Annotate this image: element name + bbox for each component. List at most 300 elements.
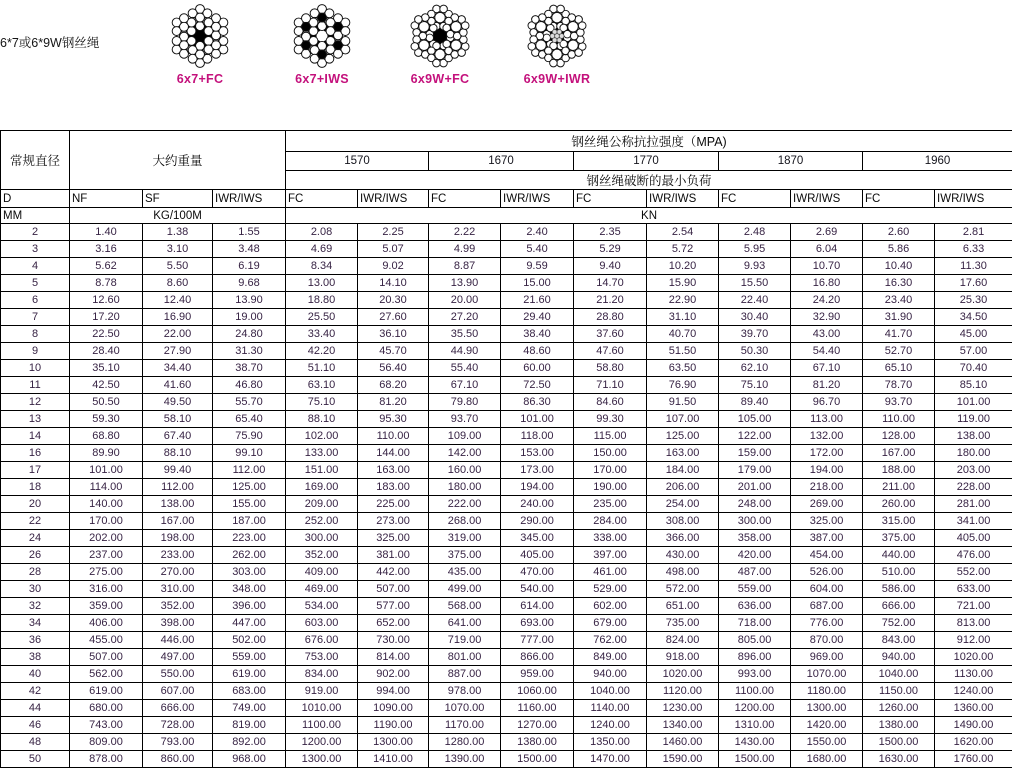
load-value-cell: 68.80: [70, 428, 143, 445]
load-value-cell: 1760.00: [935, 751, 1012, 768]
load-value-cell: 762.00: [574, 632, 647, 649]
load-value-cell: 1190.00: [358, 717, 429, 734]
table-row: [1, 496, 1012, 513]
load-value-cell: 430.00: [647, 547, 719, 564]
load-value-cell: 235.00: [574, 496, 647, 513]
load-value-cell: 303.00: [213, 564, 286, 581]
load-value-cell: 498.00: [647, 564, 719, 581]
grade-1870: 1870: [719, 152, 863, 171]
load-value-cell: 912.00: [935, 632, 1012, 649]
load-value-cell: 529.00: [574, 581, 647, 598]
load-value-cell: 1100.00: [719, 683, 791, 700]
load-value-cell: 118.00: [501, 428, 574, 445]
col-header-iwr-iws: IWR/IWS: [935, 190, 1012, 208]
load-value-cell: 275.00: [70, 564, 143, 581]
load-value-cell: 1490.00: [935, 717, 1012, 734]
load-value-cell: 1070.00: [791, 666, 863, 683]
load-value-cell: 5.07: [358, 241, 429, 258]
load-value-cell: 1620.00: [935, 734, 1012, 751]
load-value-cell: 70.40: [935, 360, 1012, 377]
load-value-cell: 1360.00: [935, 700, 1012, 717]
load-value-cell: 91.50: [647, 394, 719, 411]
diameter-cell: 11: [1, 377, 70, 394]
load-value-cell: 170.00: [70, 513, 143, 530]
load-value-cell: 375.00: [429, 547, 501, 564]
load-value-cell: 101.00: [501, 411, 574, 428]
load-value-cell: 1240.00: [935, 683, 1012, 700]
load-value-cell: 718.00: [719, 615, 791, 632]
load-value-cell: 107.00: [647, 411, 719, 428]
load-value-cell: 5.62: [70, 258, 143, 275]
load-value-cell: 23.40: [863, 292, 935, 309]
load-value-cell: 48.60: [501, 343, 574, 360]
table-row: [1, 615, 1012, 632]
load-value-cell: 163.00: [647, 445, 719, 462]
load-value-cell: 228.00: [935, 479, 1012, 496]
table-row: [1, 581, 1012, 598]
load-value-cell: 2.48: [719, 224, 791, 241]
load-value-cell: 507.00: [358, 581, 429, 598]
load-value-cell: 269.00: [791, 496, 863, 513]
load-value-cell: 1200.00: [286, 734, 358, 751]
load-value-cell: 735.00: [647, 615, 719, 632]
table-body: [1, 224, 1012, 768]
load-value-cell: 455.00: [70, 632, 143, 649]
table-row: [1, 394, 1012, 411]
load-value-cell: 1260.00: [863, 700, 935, 717]
load-value-cell: 387.00: [791, 530, 863, 547]
load-value-cell: 102.00: [286, 428, 358, 445]
load-value-cell: 194.00: [501, 479, 574, 496]
load-value-cell: 607.00: [143, 683, 213, 700]
load-value-cell: 5.40: [501, 241, 574, 258]
load-value-cell: 112.00: [213, 462, 286, 479]
load-value-cell: 14.10: [358, 275, 429, 292]
rope-diagram-6x7-fc: [140, 4, 260, 86]
rope-cross-section-icon: [290, 4, 354, 68]
load-value-cell: 409.00: [286, 564, 358, 581]
load-value-cell: 487.00: [719, 564, 791, 581]
load-value-cell: 15.50: [719, 275, 791, 292]
load-value-cell: 50.50: [70, 394, 143, 411]
load-value-cell: 32.90: [791, 309, 863, 326]
load-value-cell: 1150.00: [863, 683, 935, 700]
header-row-units: [1, 208, 1012, 224]
col-header-iwr-iws: IWR/IWS: [213, 190, 286, 208]
load-value-cell: 338.00: [574, 530, 647, 547]
load-value-cell: 849.00: [574, 649, 647, 666]
load-value-cell: 99.40: [143, 462, 213, 479]
load-value-cell: 209.00: [286, 496, 358, 513]
load-value-cell: 1430.00: [719, 734, 791, 751]
load-value-cell: 918.00: [647, 649, 719, 666]
table-row: [1, 241, 1012, 258]
load-value-cell: 31.10: [647, 309, 719, 326]
col-header-iwr-iws: IWR/IWS: [647, 190, 719, 208]
load-value-cell: 39.70: [719, 326, 791, 343]
diameter-cell: 40: [1, 666, 70, 683]
load-value-cell: 1500.00: [501, 751, 574, 768]
load-value-cell: 6.33: [935, 241, 1012, 258]
load-value-cell: 17.60: [935, 275, 1012, 292]
load-value-cell: 577.00: [358, 598, 429, 615]
diameter-cell: 8: [1, 326, 70, 343]
load-value-cell: 55.40: [429, 360, 501, 377]
load-value-cell: 6.04: [791, 241, 863, 258]
load-value-cell: 687.00: [791, 598, 863, 615]
table-row: [1, 717, 1012, 734]
load-value-cell: 65.40: [213, 411, 286, 428]
load-value-cell: 9.40: [574, 258, 647, 275]
load-value-cell: 142.00: [429, 445, 501, 462]
load-value-cell: 1420.00: [791, 717, 863, 734]
load-value-cell: 95.30: [358, 411, 429, 428]
col-header-iwr-iws: IWR/IWS: [501, 190, 574, 208]
table-row: [1, 445, 1012, 462]
load-value-cell: 115.00: [574, 428, 647, 445]
diameter-cell: 30: [1, 581, 70, 598]
load-value-cell: 2.25: [358, 224, 429, 241]
load-value-cell: 341.00: [935, 513, 1012, 530]
load-value-cell: 352.00: [143, 598, 213, 615]
load-value-cell: 49.50: [143, 394, 213, 411]
load-value-cell: 572.00: [647, 581, 719, 598]
load-value-cell: 1500.00: [719, 751, 791, 768]
load-value-cell: 1010.00: [286, 700, 358, 717]
load-value-cell: 652.00: [358, 615, 429, 632]
diameter-cell: 50: [1, 751, 70, 768]
load-value-cell: 13.90: [429, 275, 501, 292]
intro-section: [0, 0, 1012, 130]
load-value-cell: 89.90: [70, 445, 143, 462]
load-value-cell: 1040.00: [863, 666, 935, 683]
table-row: [1, 547, 1012, 564]
load-value-cell: 406.00: [70, 615, 143, 632]
load-value-cell: 5.95: [719, 241, 791, 258]
load-value-cell: 721.00: [935, 598, 1012, 615]
rope-label: 6x7+FC: [176, 72, 224, 86]
load-value-cell: 666.00: [863, 598, 935, 615]
load-value-cell: 435.00: [429, 564, 501, 581]
rope-diagram-6x7-iws: [262, 4, 382, 86]
load-value-cell: 352.00: [286, 547, 358, 564]
load-value-cell: 138.00: [143, 496, 213, 513]
load-value-cell: 84.60: [574, 394, 647, 411]
load-value-cell: 2.81: [935, 224, 1012, 241]
load-value-cell: 5.72: [647, 241, 719, 258]
load-value-cell: 218.00: [791, 479, 863, 496]
load-value-cell: 651.00: [647, 598, 719, 615]
load-value-cell: 125.00: [213, 479, 286, 496]
load-value-cell: 105.00: [719, 411, 791, 428]
diameter-cell: 44: [1, 700, 70, 717]
load-value-cell: 619.00: [213, 666, 286, 683]
load-value-cell: 568.00: [429, 598, 501, 615]
load-value-cell: 51.10: [286, 360, 358, 377]
load-value-cell: 30.40: [719, 309, 791, 326]
load-value-cell: 728.00: [143, 717, 213, 734]
load-value-cell: 22.40: [719, 292, 791, 309]
load-value-cell: 13.00: [286, 275, 358, 292]
col-header-fc: FC: [574, 190, 647, 208]
load-value-cell: 1410.00: [358, 751, 429, 768]
load-value-cell: 67.10: [429, 377, 501, 394]
load-value-cell: 1350.00: [574, 734, 647, 751]
load-value-cell: 290.00: [501, 513, 574, 530]
load-value-cell: 562.00: [70, 666, 143, 683]
load-value-cell: 2.60: [863, 224, 935, 241]
load-value-cell: 1300.00: [286, 751, 358, 768]
load-value-cell: 10.70: [791, 258, 863, 275]
load-value-cell: 633.00: [935, 581, 1012, 598]
load-value-cell: 93.70: [429, 411, 501, 428]
load-value-cell: 167.00: [863, 445, 935, 462]
diameter-cell: 36: [1, 632, 70, 649]
load-value-cell: 824.00: [647, 632, 719, 649]
load-value-cell: 86.30: [501, 394, 574, 411]
load-value-cell: 10.40: [863, 258, 935, 275]
load-value-cell: 22.00: [143, 326, 213, 343]
load-value-cell: 381.00: [358, 547, 429, 564]
load-value-cell: 57.00: [935, 343, 1012, 360]
load-value-cell: 144.00: [358, 445, 429, 462]
load-value-cell: 310.00: [143, 581, 213, 598]
load-value-cell: 813.00: [935, 615, 1012, 632]
load-value-cell: 262.00: [213, 547, 286, 564]
rope-label: 6x9W+FC: [410, 72, 470, 86]
diameter-cell: 13: [1, 411, 70, 428]
load-value-cell: 52.70: [863, 343, 935, 360]
load-value-cell: 679.00: [574, 615, 647, 632]
load-value-cell: 470.00: [501, 564, 574, 581]
load-value-cell: 29.40: [501, 309, 574, 326]
load-value-cell: 834.00: [286, 666, 358, 683]
load-value-cell: 28.40: [70, 343, 143, 360]
load-value-cell: 28.80: [574, 309, 647, 326]
weight-title: 大约重量: [70, 131, 286, 190]
load-value-cell: 110.00: [863, 411, 935, 428]
load-value-cell: 446.00: [143, 632, 213, 649]
load-value-cell: 15.90: [647, 275, 719, 292]
load-value-cell: 743.00: [70, 717, 143, 734]
load-value-cell: 602.00: [574, 598, 647, 615]
load-value-cell: 44.90: [429, 343, 501, 360]
load-value-cell: 223.00: [213, 530, 286, 547]
load-value-cell: 20.30: [358, 292, 429, 309]
load-value-cell: 375.00: [863, 530, 935, 547]
load-value-cell: 201.00: [719, 479, 791, 496]
load-value-cell: 31.30: [213, 343, 286, 360]
load-value-cell: 2.35: [574, 224, 647, 241]
load-value-cell: 1090.00: [358, 700, 429, 717]
load-value-cell: 366.00: [647, 530, 719, 547]
load-value-cell: 666.00: [143, 700, 213, 717]
table-row: [1, 530, 1012, 547]
unit-kn: KN: [286, 208, 1012, 224]
load-value-cell: 1.40: [70, 224, 143, 241]
load-value-cell: 50.30: [719, 343, 791, 360]
table-row: [1, 428, 1012, 445]
load-value-cell: 6.19: [213, 258, 286, 275]
col-header-iwr-iws: IWR/IWS: [791, 190, 863, 208]
load-value-cell: 776.00: [791, 615, 863, 632]
load-value-cell: 19.00: [213, 309, 286, 326]
table-row: [1, 343, 1012, 360]
breaking-title: 钢丝绳破断的最小负荷: [286, 171, 1012, 190]
load-value-cell: 2.08: [286, 224, 358, 241]
load-value-cell: 159.00: [719, 445, 791, 462]
load-value-cell: 81.20: [791, 377, 863, 394]
load-value-cell: 138.00: [935, 428, 1012, 445]
load-value-cell: 172.00: [791, 445, 863, 462]
load-value-cell: 133.00: [286, 445, 358, 462]
load-value-cell: 211.00: [863, 479, 935, 496]
load-value-cell: 22.90: [647, 292, 719, 309]
load-value-cell: 534.00: [286, 598, 358, 615]
load-value-cell: 9.02: [358, 258, 429, 275]
diameter-cell: 7: [1, 309, 70, 326]
load-value-cell: 1680.00: [791, 751, 863, 768]
table-row: [1, 360, 1012, 377]
table-row: [1, 666, 1012, 683]
load-value-cell: 801.00: [429, 649, 501, 666]
diameter-cell: 12: [1, 394, 70, 411]
load-value-cell: 559.00: [719, 581, 791, 598]
load-value-cell: 440.00: [863, 547, 935, 564]
col-header-fc: FC: [429, 190, 501, 208]
load-value-cell: 4.69: [286, 241, 358, 258]
load-value-cell: 887.00: [429, 666, 501, 683]
table-row: [1, 258, 1012, 275]
diameter-cell: 46: [1, 717, 70, 734]
load-value-cell: 315.00: [863, 513, 935, 530]
table-row: [1, 598, 1012, 615]
table-row: [1, 462, 1012, 479]
load-value-cell: 1310.00: [719, 717, 791, 734]
load-value-cell: 88.10: [286, 411, 358, 428]
load-value-cell: 119.00: [935, 411, 1012, 428]
diameter-cell: 4: [1, 258, 70, 275]
load-value-cell: 552.00: [935, 564, 1012, 581]
load-value-cell: 719.00: [429, 632, 501, 649]
load-value-cell: 59.30: [70, 411, 143, 428]
load-value-cell: 1200.00: [719, 700, 791, 717]
diameter-cell: 6: [1, 292, 70, 309]
load-value-cell: 58.80: [574, 360, 647, 377]
load-value-cell: 63.50: [647, 360, 719, 377]
load-value-cell: 993.00: [719, 666, 791, 683]
load-value-cell: 248.00: [719, 496, 791, 513]
load-value-cell: 36.10: [358, 326, 429, 343]
load-value-cell: 14.70: [574, 275, 647, 292]
load-value-cell: 67.40: [143, 428, 213, 445]
load-value-cell: 88.10: [143, 445, 213, 462]
load-value-cell: 8.87: [429, 258, 501, 275]
load-value-cell: 47.60: [574, 343, 647, 360]
load-value-cell: 27.60: [358, 309, 429, 326]
load-value-cell: 20.00: [429, 292, 501, 309]
load-value-cell: 461.00: [574, 564, 647, 581]
load-value-cell: 11.30: [935, 258, 1012, 275]
load-value-cell: 206.00: [647, 479, 719, 496]
load-value-cell: 752.00: [863, 615, 935, 632]
load-value-cell: 67.10: [791, 360, 863, 377]
load-value-cell: 16.80: [791, 275, 863, 292]
rope-diagram-6x9w-iwr: [497, 4, 617, 86]
load-value-cell: 27.90: [143, 343, 213, 360]
diameter-cell: 28: [1, 564, 70, 581]
load-value-cell: 693.00: [501, 615, 574, 632]
load-value-cell: 348.00: [213, 581, 286, 598]
load-value-cell: 18.80: [286, 292, 358, 309]
header-row-columns: [1, 190, 1012, 208]
load-value-cell: 150.00: [574, 445, 647, 462]
diameter-cell: 32: [1, 598, 70, 615]
load-value-cell: 33.40: [286, 326, 358, 343]
load-value-cell: 167.00: [143, 513, 213, 530]
col-header-iwr-iws: IWR/IWS: [358, 190, 429, 208]
table-row: [1, 700, 1012, 717]
load-value-cell: 969.00: [791, 649, 863, 666]
load-value-cell: 27.20: [429, 309, 501, 326]
load-value-cell: 190.00: [574, 479, 647, 496]
load-value-cell: 499.00: [429, 581, 501, 598]
load-value-cell: 819.00: [213, 717, 286, 734]
load-value-cell: 284.00: [574, 513, 647, 530]
load-value-cell: 749.00: [213, 700, 286, 717]
load-value-cell: 9.68: [213, 275, 286, 292]
load-value-cell: 31.90: [863, 309, 935, 326]
load-value-cell: 2.69: [791, 224, 863, 241]
load-value-cell: 3.16: [70, 241, 143, 258]
load-value-cell: 1340.00: [647, 717, 719, 734]
load-value-cell: 35.10: [70, 360, 143, 377]
grade-1960: 1960: [863, 152, 1012, 171]
diameter-cell: 17: [1, 462, 70, 479]
col-header-fc: FC: [286, 190, 358, 208]
diameter-cell: 5: [1, 275, 70, 292]
load-value-cell: 173.00: [501, 462, 574, 479]
load-value-cell: 300.00: [286, 530, 358, 547]
load-value-cell: 225.00: [358, 496, 429, 513]
load-value-cell: 21.60: [501, 292, 574, 309]
diameter-cell: 3: [1, 241, 70, 258]
load-value-cell: 41.60: [143, 377, 213, 394]
diameter-cell: 9: [1, 343, 70, 360]
load-value-cell: 5.29: [574, 241, 647, 258]
load-value-cell: 753.00: [286, 649, 358, 666]
load-value-cell: 37.60: [574, 326, 647, 343]
load-value-cell: 42.50: [70, 377, 143, 394]
load-value-cell: 3.48: [213, 241, 286, 258]
table-row: [1, 564, 1012, 581]
load-value-cell: 79.80: [429, 394, 501, 411]
load-value-cell: 252.00: [286, 513, 358, 530]
load-value-cell: 870.00: [791, 632, 863, 649]
load-value-cell: 101.00: [935, 394, 1012, 411]
load-value-cell: 502.00: [213, 632, 286, 649]
load-value-cell: 777.00: [501, 632, 574, 649]
diameter-cell: 42: [1, 683, 70, 700]
load-value-cell: 81.20: [358, 394, 429, 411]
load-value-cell: 99.10: [213, 445, 286, 462]
load-value-cell: 9.93: [719, 258, 791, 275]
unit-mm: MM: [1, 208, 70, 224]
load-value-cell: 58.10: [143, 411, 213, 428]
load-value-cell: 1630.00: [863, 751, 935, 768]
load-value-cell: 75.10: [719, 377, 791, 394]
table-row: [1, 411, 1012, 428]
